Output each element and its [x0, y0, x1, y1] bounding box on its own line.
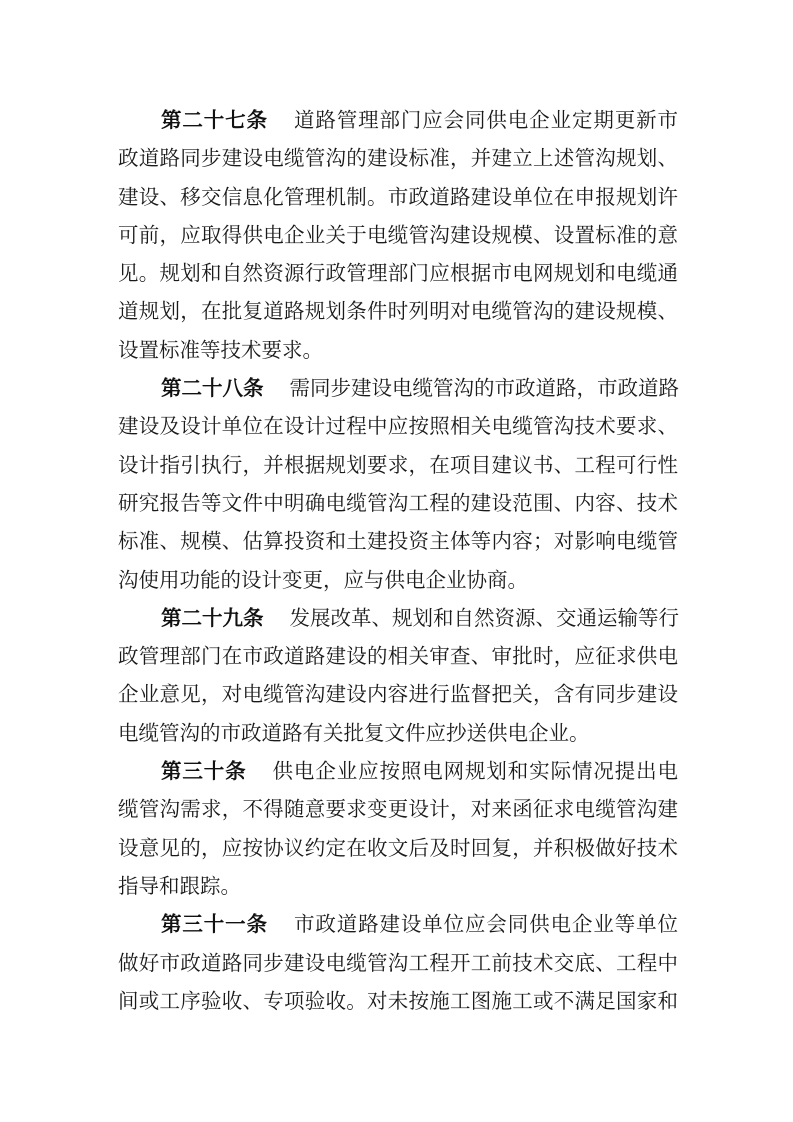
article-line: 设计指引执行，并根据规划要求，在项目建议书、工程可行性 [118, 452, 678, 477]
document-body [118, 101, 678, 1020]
article-line: 政管理部门在市政道路建设的相关审查、审批时，应征求供电 [118, 644, 678, 669]
article-line: 设意见的，应按协议约定在收文后及时回复，并积极做好技术 [118, 835, 678, 860]
article-line: 电缆管沟的市政道路有关批复文件应抄送供电企业。 [118, 720, 590, 745]
article-text: 需同步建设电缆管沟的市政道路，市政道路 [289, 376, 679, 401]
article-line [118, 599, 678, 637]
article-line: 建设及设计单位在设计过程中应按照相关电缆管沟技术要求、 [118, 414, 678, 439]
article-line: 缆管沟需求，不得随意要求变更设计，对来函征求电缆管沟建 [118, 797, 678, 822]
article-line [118, 752, 678, 790]
article-line: 企业意见，对电缆管沟建设内容进行监督把关，含有同步建设 [118, 682, 678, 707]
article-heading: 第二十九条 [161, 605, 264, 630]
article-31 [118, 905, 678, 1020]
article-heading: 第二十八条 [161, 376, 264, 401]
article-line: 沟使用功能的设计变更，应与供电企业协商。 [118, 567, 528, 592]
article-line: 道规划，在批复道路规划条件时列明对电缆管沟的建设规模、 [118, 299, 678, 324]
article-line: 见。规划和自然资源行政管理部门应根据市电网规划和电缆通 [118, 261, 678, 286]
article-text: 道路管理部门应会同供电企业定期更新市 [293, 108, 679, 132]
article-line: 研究报告等文件中明确电缆管沟工程的建设范围、内容、技术 [118, 490, 678, 515]
article-line: 设置标准等技术要求。 [118, 337, 323, 362]
article-text: 发展改革、规划和自然资源、交通运输等行 [289, 605, 679, 630]
article-line: 间或工序验收、专项验收。对未按施工图施工或不满足国家和 [118, 988, 678, 1013]
article-line: 建设、移交信息化管理机制。市政道路建设单位在申报规划许 [118, 184, 678, 209]
article-line: 政道路同步建设电缆管沟的建设标准，并建立上述管沟规划、 [118, 146, 678, 171]
article-heading: 第二十七条 [161, 108, 268, 132]
article-29 [118, 599, 678, 752]
article-heading: 第三十条 [161, 759, 247, 784]
article-28 [118, 369, 678, 599]
article-line [118, 101, 678, 139]
article-line: 标准、规模、估算投资和土建投资主体等内容；对影响电缆管 [118, 529, 678, 554]
article-27 [118, 101, 678, 369]
article-line: 做好市政道路同步建设电缆管沟工程开工前技术交底、工程中 [118, 950, 678, 975]
article-text: 市政道路建设单位应会同供电企业等单位 [293, 912, 679, 937]
article-text: 供电企业应按照电网规划和实际情况提出电 [272, 759, 679, 784]
article-heading: 第三十一条 [161, 912, 268, 937]
article-line [118, 905, 678, 943]
article-line: 可前，应取得供电企业关于电缆管沟建设规模、设置标准的意 [118, 222, 678, 247]
article-30 [118, 752, 678, 905]
article-line [118, 369, 678, 407]
article-line: 指导和跟踪。 [118, 873, 241, 898]
